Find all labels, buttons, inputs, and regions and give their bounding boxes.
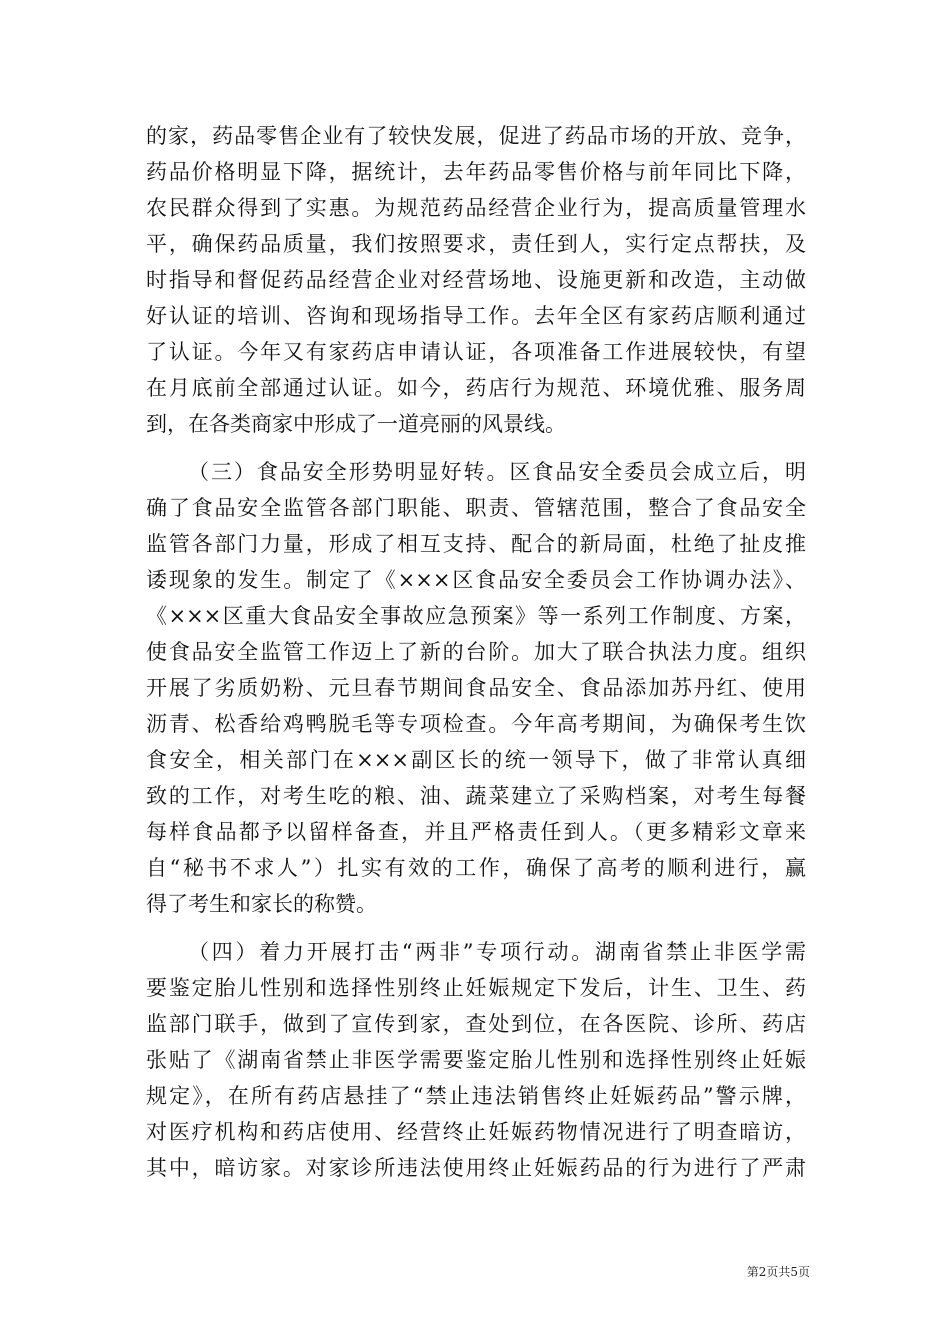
text-line: 药品价格明显下降，据统计，去年药品零售价格与前年同比下降， <box>146 160 806 184</box>
text-line: 确了食品安全监管各部门职能、职责、管辖范围，整合了食品安全 <box>146 496 806 520</box>
text-line: 开展了劣质奶粉、元旦春节期间食品安全、食品添加苏丹红、使用 <box>146 676 806 700</box>
text-line: 得了考生和家长的称赞。 <box>146 892 377 916</box>
text-line: 了认证。今年又有家药店申请认证，各项准备工作进展较快，有望 <box>146 340 806 364</box>
text-line: 农民群众得到了实惠。为规范药品经营企业行为，提高质量管理水 <box>146 196 806 220</box>
text-line: （四）着力开展打击“两非”专项行动。湖南省禁止非医学需 <box>188 940 806 964</box>
text-line: 诿现象的发生。制定了《×××区食品安全委员会工作协调办法》、 <box>146 568 806 592</box>
text-line: 使食品安全监管工作迈上了新的台阶。加大了联合执法力度。组织 <box>146 640 806 664</box>
text-line: 《×××区重大食品安全事故应急预案》等一系列工作制度、方案， <box>146 604 806 628</box>
text-line: 的家，药品零售企业有了较快发展，促进了药品市场的开放、竞争， <box>146 124 806 148</box>
text-line: 其中，暗访家。对家诊所违法使用终止妊娠药品的行为进行了严肃 <box>146 1156 806 1180</box>
paragraph-2 <box>146 454 806 922</box>
text-line: 监管各部门力量，形成了相互支持、配合的新局面，杜绝了扯皮推 <box>146 532 806 556</box>
text-line: 对医疗机构和药店使用、经营终止妊娠药物情况进行了明查暗访， <box>146 1120 806 1144</box>
text-line: 时指导和督促药品经营企业对经营场地、设施更新和改造，主动做 <box>146 268 806 292</box>
text-line: 到，在各类商家中形成了一道亮丽的风景线。 <box>146 412 566 436</box>
paragraph-3 <box>146 934 806 1186</box>
paragraph-spacer <box>146 442 806 454</box>
text-line: 沥青、松香给鸡鸭脱毛等专项检查。今年高考期间，为确保考生饮 <box>146 712 806 736</box>
text-line: 在月底前全部通过认证。如今，药店行为规范、环境优雅、服务周 <box>146 376 806 400</box>
document-body <box>146 118 806 1186</box>
page-number-footer: 第2页共5页 <box>746 1265 810 1279</box>
text-line: 规定》，在所有药店悬挂了“禁止违法销售终止妊娠药品”警示牌， <box>146 1084 806 1108</box>
paragraph-1 <box>146 118 806 442</box>
text-line: 要鉴定胎儿性别和选择性别终止妊娠规定下发后，计生、卫生、药 <box>146 976 806 1000</box>
text-line: 张贴了《湖南省禁止非医学需要鉴定胎儿性别和选择性别终止妊娠 <box>146 1048 806 1072</box>
text-line: 每样食品都予以留样备查，并且严格责任到人。（更多精彩文章来 <box>146 820 806 844</box>
text-line: 监部门联手，做到了宣传到家，查处到位，在各医院、诊所、药店 <box>146 1012 806 1036</box>
text-line: 致的工作，对考生吃的粮、油、蔬菜建立了采购档案，对考生每餐 <box>146 784 806 808</box>
text-line: （三）食品安全形势明显好转。区食品安全委员会成立后，明 <box>188 460 806 484</box>
text-line: 好认证的培训、咨询和现场指导工作。去年全区有家药店顺利通过 <box>146 304 806 328</box>
paragraph-spacer <box>146 922 806 934</box>
text-line: 食安全，相关部门在×××副区长的统一领导下，做了非常认真细 <box>146 748 806 772</box>
text-line: 自“秘书不求人”）扎实有效的工作，确保了高考的顺利进行，赢 <box>146 856 806 880</box>
text-line: 平，确保药品质量，我们按照要求，责任到人，实行定点帮扶，及 <box>146 232 806 256</box>
